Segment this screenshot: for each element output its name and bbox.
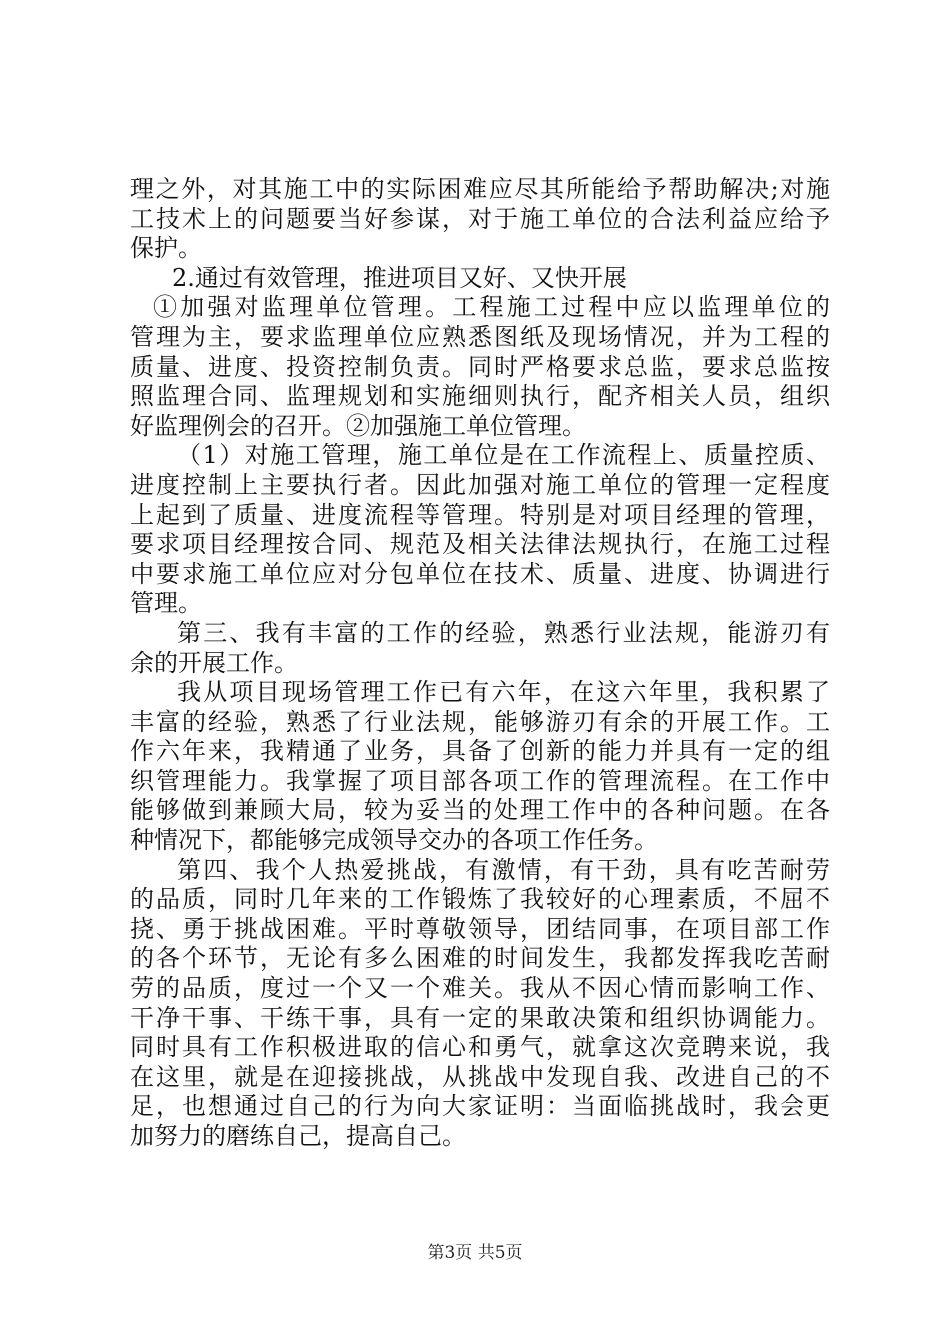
- text-line: （1）对施工管理，施工单位是在工作流程上、质量控质、: [177, 441, 830, 470]
- text-line: 挠、勇于挑战困难。平时尊敬领导，团结同事，在项目部工作: [130, 914, 830, 943]
- text-line: 同时具有工作积极进取的信心和勇气，就拿这次竞聘来说，我: [130, 1033, 830, 1062]
- text-line: 干净干事、干练干事，具有一定的果敢决策和组织协调能力。: [130, 1003, 830, 1032]
- text-line: 的各个环节，无论有多么困难的时间发生，我都发挥我吃苦耐: [130, 944, 830, 973]
- text-line: 保护。: [130, 234, 202, 263]
- text-line: ①加强对监理单位管理。工程施工过程中应以监理单位的: [153, 293, 830, 322]
- text-line: 质量、进度、投资控制负责。同时严格要求总监，要求总监按: [130, 352, 830, 381]
- text-line: 要求项目经理按合同、规范及相关法律法规执行，在施工过程: [130, 530, 830, 559]
- page-number: 第3页 共5页: [427, 1243, 523, 1263]
- text-line: 我从项目现场管理工作已有六年，在这六年里，我积累了: [177, 678, 830, 707]
- text-line: 加努力的磨练自己，提高自己。: [130, 1122, 466, 1150]
- text-line: 的品质，同时几年来的工作锻炼了我较好的心理素质，不屈不: [130, 885, 830, 914]
- text-line: 丰富的经验，熟悉了行业法规，能够游刃有余的开展工作。工: [130, 707, 830, 736]
- text-line: 在这里，就是在迎接挑战，从挑战中发现自我、改进自己的不: [130, 1062, 830, 1091]
- text-line: 第四、我个人热爱挑战，有激情，有干劲，具有吃苦耐劳: [177, 855, 830, 884]
- text-line: 上起到了质量、进度流程等管理。特别是对项目经理的管理，: [130, 500, 830, 529]
- text-line: 足，也想通过自己的行为向大家证明：当面临挑战时，我会更: [130, 1092, 830, 1121]
- text-line: 织管理能力。我掌握了项目部各项工作的管理流程。在工作中: [130, 766, 830, 795]
- text-line: 劳的品质，度过一个又一个难关。我从不因心情而影响工作、: [130, 974, 830, 1003]
- text-line: 能够做到兼顾大局，较为妥当的处理工作中的各种问题。在各: [130, 796, 830, 825]
- section-heading: 2.通过有效管理，推进项目又好、又快开展: [172, 263, 627, 292]
- page-footer: [0, 1242, 950, 1264]
- text-line: 管理。: [130, 589, 202, 618]
- text-line: 管理为主，要求监理单位应熟悉图纸及现场情况，并为工程的: [130, 322, 830, 351]
- text-line: 理之外，对其施工中的实际困难应尽其所能给予帮助解决;对施: [130, 175, 830, 203]
- text-line: 第三、我有丰富的工作的经验，熟悉行业法规，能游刃有: [177, 618, 830, 647]
- text-line: 工技术上的问题要当好参谋，对于施工单位的合法利益应给予: [130, 204, 830, 233]
- text-line: 作六年来，我精通了业务，具备了创新的能力并具有一定的组: [130, 737, 830, 766]
- text-line: 中要求施工单位应对分包单位在技术、质量、进度、协调进行: [130, 559, 830, 588]
- text-line: 照监理合同、监理规划和实施细则执行，配齐相关人员，组织: [130, 382, 830, 411]
- text-line: 余的开展工作。: [130, 648, 298, 677]
- text-line: 种情况下，都能够完成领导交办的各项工作任务。: [130, 826, 658, 855]
- text-line: 进度控制上主要执行者。因此加强对施工单位的管理一定程度: [130, 470, 830, 499]
- body-text: [130, 175, 830, 1152]
- text-line: 好监理例会的召开。②加强施工单位管理。: [130, 411, 586, 440]
